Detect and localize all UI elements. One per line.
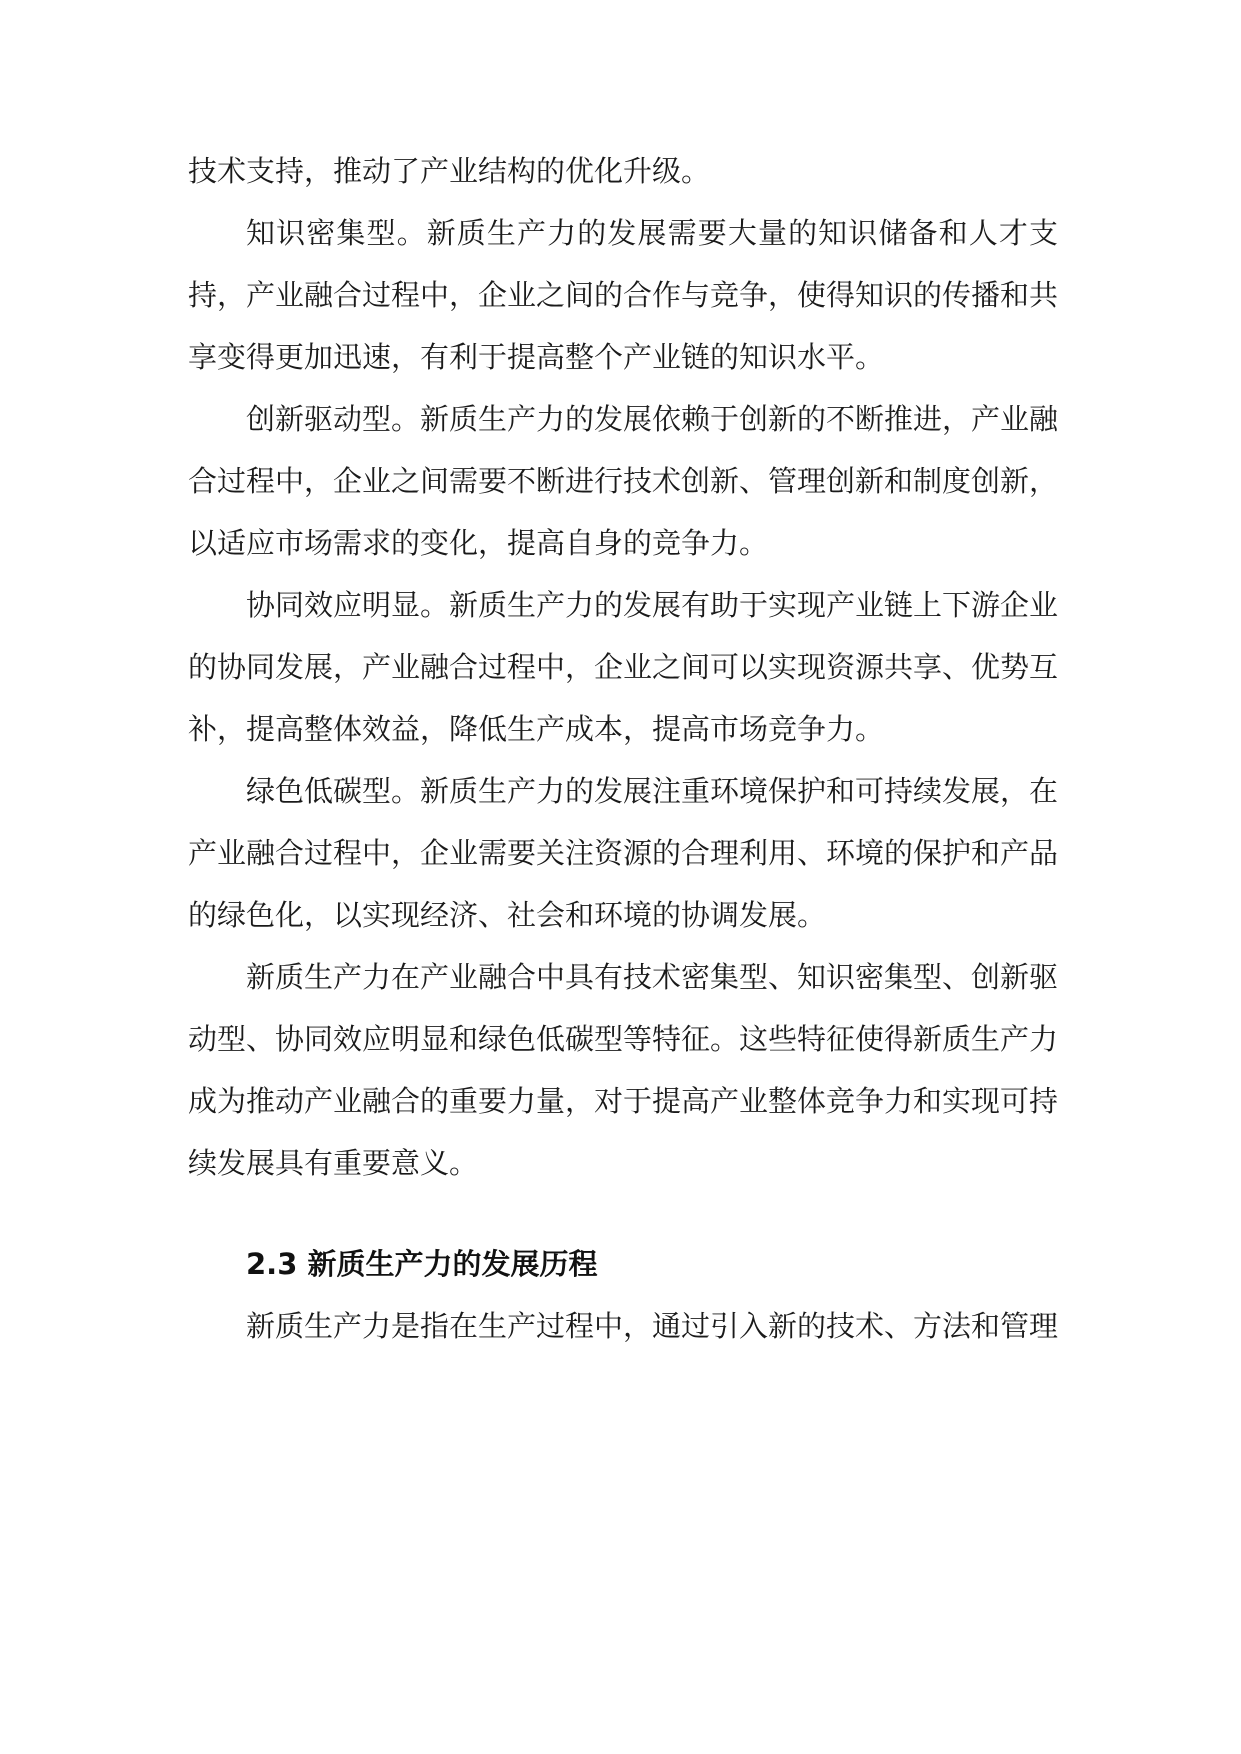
paragraph-continuation: 技术支持，推动了产业结构的优化升级。 xyxy=(188,154,711,188)
paragraph-knowledge-intensive: 知识密集型。新质生产力的发展需要大量的知识储备和人才支持，产业融合过程中，企业之间的合作与竞争，使得知识的传播和共享变得更加迅速，有利于提高整个产业链的知识水平。 xyxy=(188,216,1059,374)
paragraph-green-low-carbon: 绿色低碳型。新质生产力的发展注重环境保护和可持续发展，在产业融合过程中，企业需要关注资源的合理利用、环境的保护和产品的绿色化，以实现经济、社会和环境的协调发展。 xyxy=(188,774,1059,932)
paragraph-synergy-effect: 协同效应明显。新质生产力的发展有助于实现产业链上下游企业的协同发展，产业融合过程中，企业之间可以实现资源共享、优势互补，提高整体效益，降低生产成本，提高市场竞争力。 xyxy=(188,588,1059,746)
section-heading: 2.3 新质生产力的发展历程 xyxy=(246,1247,598,1281)
document-body xyxy=(188,140,1058,1357)
paragraph-summary: 新质生产力在产业融合中具有技术密集型、知识密集型、创新驱动型、协同效应明显和绿色低碳型等特征。这些特征使得新质生产力成为推动产业融合的重要力量，对于提高产业整体竞争力和实现可持续发展具有重要意义。 xyxy=(188,960,1059,1180)
paragraph-innovation-driven: 创新驱动型。新质生产力的发展依赖于创新的不断推进，产业融合过程中，企业之间需要不断进行技术创新、管理创新和制度创新，以适应市场需求的变化，提高自身的竞争力。 xyxy=(188,402,1059,560)
paragraph-development-history: 新质生产力是指在生产过程中，通过引入新的技术、方法和管理 xyxy=(246,1309,1059,1343)
